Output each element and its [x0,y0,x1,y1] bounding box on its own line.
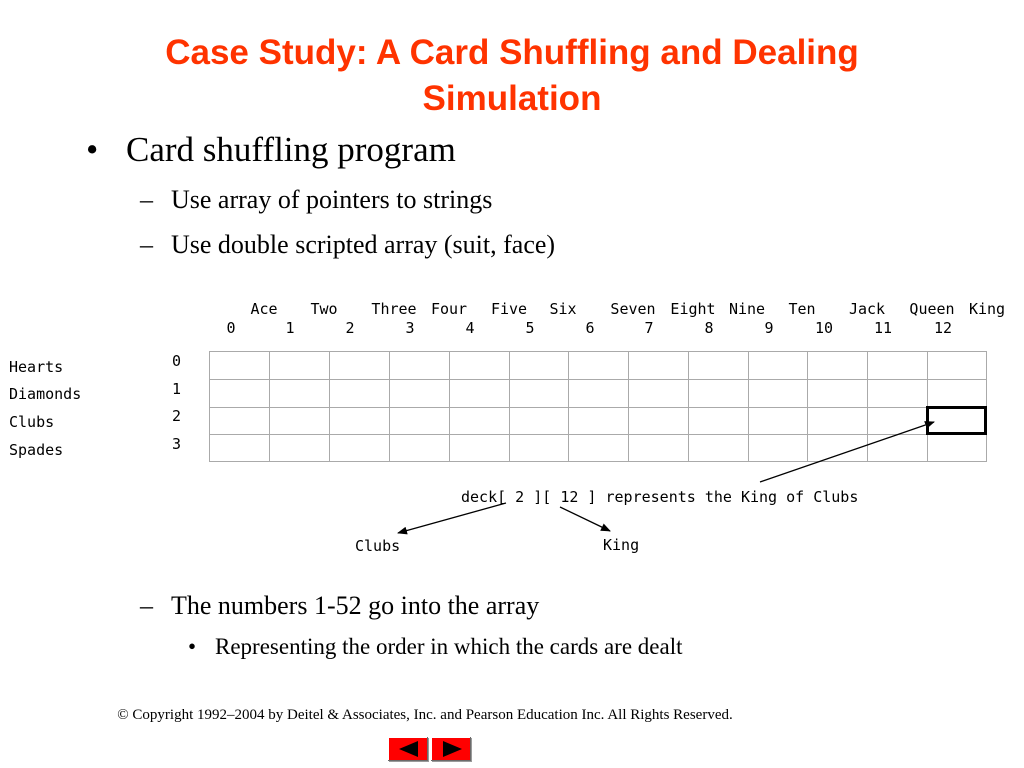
column-index: 11 [873,319,893,337]
suit-name-diamonds: Diamonds [9,385,82,403]
row-index: 2 [172,407,182,425]
deck-caption: deck[ 2 ][ 12 ] represents the King of Clubs [461,488,859,506]
column-index: 3 [405,319,415,337]
right-arrow-icon [439,740,465,758]
dash-marker: – [140,230,153,259]
column-index: 7 [644,319,654,337]
column-index: 8 [704,319,714,337]
arrow-to-king [560,507,610,531]
face-name-three: Three [371,300,417,318]
sub-bullet-text: Use array of pointers to strings [171,185,493,214]
sub-sub-bullet-order [188,634,682,660]
row-index: 3 [172,435,182,453]
face-name-five: Five [490,300,528,318]
column-index: 2 [345,319,355,337]
sub-bullet-text: The numbers 1-52 go into the array [171,591,540,620]
slide-title-line-2: Simulation [422,79,602,118]
arrow-to-highlighted-cell [760,422,934,482]
column-index: 4 [465,319,475,337]
row-index: 0 [172,352,182,370]
face-name-jack: Jack [848,300,886,318]
column-index: 0 [226,319,236,337]
column-index: 9 [764,319,774,337]
previous-slide-button[interactable] [387,736,427,760]
left-arrow-icon [396,740,422,758]
suit-name-clubs: Clubs [9,413,55,431]
bullet-marker: • [86,130,99,169]
sub-bullet-text: Use double scripted array (suit, face) [171,230,556,259]
arrow-to-clubs [398,503,506,533]
face-name-four: Four [430,300,468,318]
face-name-six: Six [549,300,577,318]
label-clubs: Clubs [355,537,401,555]
label-king: King [603,536,640,554]
sub-sub-bullet-text: Representing the order in which the cards are dealt [215,634,683,659]
face-name-two: Two [310,300,338,318]
sub-bullet-numbers [140,591,539,621]
row-index: 1 [172,380,182,398]
slide-title-line-1: Case Study: A Card Shuffling and Dealing [165,33,859,72]
face-name-ten: Ten [788,300,816,318]
face-name-eight: Eight [670,300,716,318]
dash-marker: – [140,185,153,214]
column-index: 10 [814,319,834,337]
column-index: 5 [525,319,535,337]
face-name-seven: Seven [610,300,656,318]
suit-name-hearts: Hearts [9,358,64,376]
bullet-marker: • [188,634,197,659]
face-name-queen: Queen [909,300,955,318]
column-index: 12 [933,319,953,337]
face-name-king: King [968,300,1006,318]
suit-name-spades: Spades [9,441,64,459]
face-name-nine: Nine [728,300,766,318]
copyright-notice: © Copyright 1992–2004 by Deitel & Associates, Inc. and Pearson Education Inc. All Rights Reserved. [117,707,733,723]
column-index: 1 [285,319,295,337]
column-index: 6 [585,319,595,337]
dash-marker: – [140,591,153,620]
face-name-ace: Ace [250,300,278,318]
bullet-text: Card shuffling program [126,130,456,169]
next-slide-button[interactable] [430,736,470,760]
